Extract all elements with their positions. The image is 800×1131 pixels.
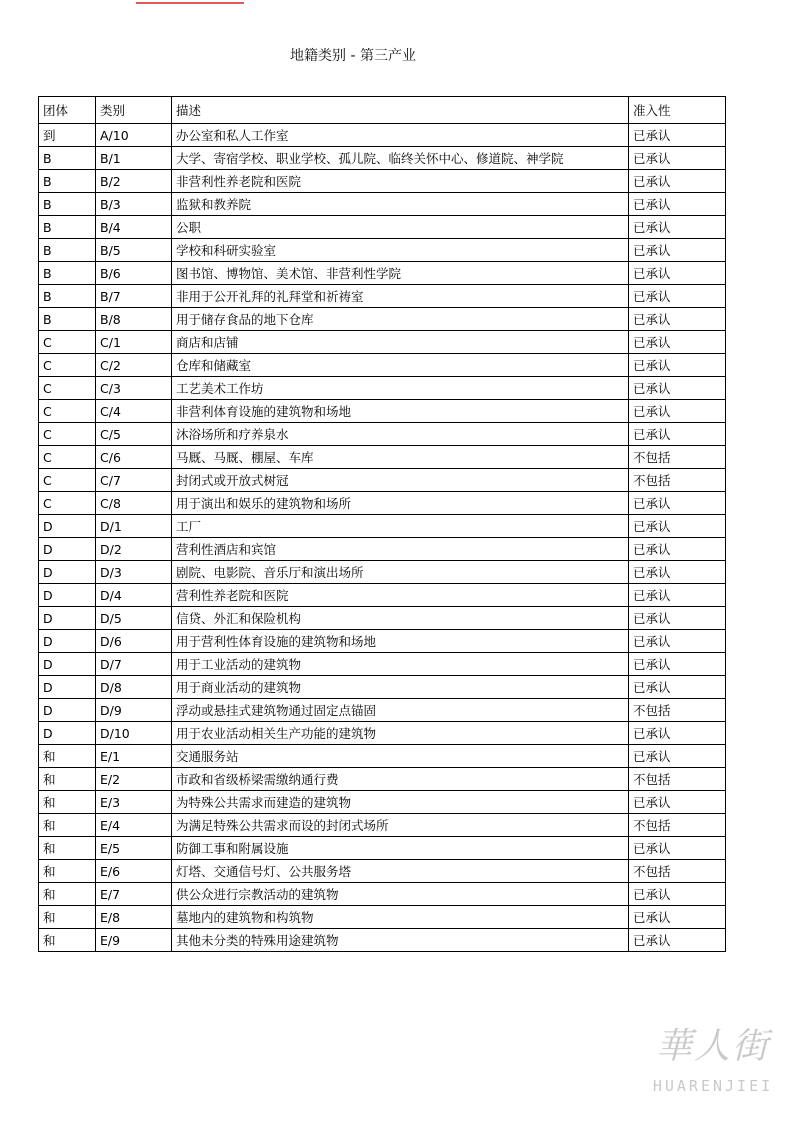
cell-admissibility: 已承认 (629, 837, 726, 860)
header-group: 团体 (39, 97, 96, 124)
cell-description: 仓库和储藏室 (172, 354, 629, 377)
cell-admissibility: 已承认 (629, 515, 726, 538)
cell-category: C/8 (96, 492, 172, 515)
cell-category: B/6 (96, 262, 172, 285)
table-row (39, 906, 726, 929)
table-row (39, 354, 726, 377)
cell-category: E/9 (96, 929, 172, 952)
cell-group: B (39, 193, 96, 216)
cell-category: D/1 (96, 515, 172, 538)
cell-admissibility: 已承认 (629, 561, 726, 584)
watermark-latin: HUARENJIEI (652, 1077, 774, 1095)
cell-category: C/6 (96, 446, 172, 469)
header-admissibility: 准入性 (629, 97, 726, 124)
cell-category: B/3 (96, 193, 172, 216)
table-row (39, 630, 726, 653)
cell-admissibility: 已承认 (629, 492, 726, 515)
cell-description: 营利性酒店和宾馆 (172, 538, 629, 561)
cell-group: C (39, 446, 96, 469)
document-title: 地籍类别 - 第三产业 (290, 48, 416, 64)
cell-category: B/8 (96, 308, 172, 331)
cell-description: 为特殊公共需求而建造的建筑物 (172, 791, 629, 814)
cell-admissibility: 已承认 (629, 607, 726, 630)
table-row (39, 262, 726, 285)
cell-category: E/2 (96, 768, 172, 791)
table-row (39, 400, 726, 423)
cell-admissibility: 已承认 (629, 676, 726, 699)
cell-description: 用于农业活动相关生产功能的建筑物 (172, 722, 629, 745)
cell-admissibility: 已承认 (629, 630, 726, 653)
cell-description: 马厩、马厩、棚屋、车库 (172, 446, 629, 469)
cell-description: 浮动或悬挂式建筑物通过固定点锚固 (172, 699, 629, 722)
cell-category: D/7 (96, 653, 172, 676)
table-row (39, 193, 726, 216)
table-row (39, 492, 726, 515)
table-row (39, 170, 726, 193)
cell-admissibility: 已承认 (629, 262, 726, 285)
cell-description: 监狱和教养院 (172, 193, 629, 216)
table-row (39, 285, 726, 308)
cell-group: 和 (39, 860, 96, 883)
table-row (39, 469, 726, 492)
cell-group: 和 (39, 837, 96, 860)
cell-description: 办公室和私人工作室 (172, 124, 629, 147)
table-row (39, 837, 726, 860)
cell-group: C (39, 492, 96, 515)
cell-admissibility: 已承认 (629, 906, 726, 929)
cell-description: 公职 (172, 216, 629, 239)
cell-category: E/5 (96, 837, 172, 860)
cell-description: 市政和省级桥梁需缴纳通行费 (172, 768, 629, 791)
cell-category: D/8 (96, 676, 172, 699)
cell-admissibility: 不包括 (629, 699, 726, 722)
cell-category: E/4 (96, 814, 172, 837)
cell-group: C (39, 354, 96, 377)
table-row (39, 561, 726, 584)
cell-admissibility: 已承认 (629, 331, 726, 354)
cell-category: D/6 (96, 630, 172, 653)
cell-admissibility: 已承认 (629, 653, 726, 676)
cell-group: D (39, 653, 96, 676)
cell-description: 工艺美术工作坊 (172, 377, 629, 400)
cell-description: 营利性养老院和医院 (172, 584, 629, 607)
cell-description: 大学、寄宿学校、职业学校、孤儿院、临终关怀中心、修道院、神学院 (172, 147, 629, 170)
cell-admissibility: 已承认 (629, 423, 726, 446)
cell-group: D (39, 607, 96, 630)
cell-category: B/2 (96, 170, 172, 193)
cell-description: 用于演出和娱乐的建筑物和场所 (172, 492, 629, 515)
header-description: 描述 (172, 97, 629, 124)
table-row (39, 883, 726, 906)
top-accent-bar (136, 2, 244, 4)
table-row (39, 699, 726, 722)
cell-group: B (39, 262, 96, 285)
cell-admissibility: 已承认 (629, 193, 726, 216)
cell-description: 图书馆、博物馆、美术馆、非营利性学院 (172, 262, 629, 285)
cell-category: E/3 (96, 791, 172, 814)
table-row (39, 331, 726, 354)
cell-group: C (39, 423, 96, 446)
cell-group: D (39, 515, 96, 538)
cell-group: 和 (39, 791, 96, 814)
cell-group: C (39, 377, 96, 400)
table-row (39, 745, 726, 768)
table-row (39, 722, 726, 745)
table-row (39, 584, 726, 607)
cell-group: B (39, 239, 96, 262)
cell-category: B/4 (96, 216, 172, 239)
table-row (39, 239, 726, 262)
table-header-row (39, 97, 726, 124)
cell-description: 信贷、外汇和保险机构 (172, 607, 629, 630)
cell-category: E/8 (96, 906, 172, 929)
cell-category: C/1 (96, 331, 172, 354)
cell-description: 非营利体育设施的建筑物和场地 (172, 400, 629, 423)
cell-admissibility: 不包括 (629, 860, 726, 883)
cell-category: D/4 (96, 584, 172, 607)
cell-category: D/9 (96, 699, 172, 722)
cell-description: 非营利性养老院和医院 (172, 170, 629, 193)
cell-description: 灯塔、交通信号灯、公共服务塔 (172, 860, 629, 883)
cell-group: 和 (39, 768, 96, 791)
cell-description: 非用于公开礼拜的礼拜堂和祈祷室 (172, 285, 629, 308)
cell-admissibility: 已承认 (629, 745, 726, 768)
table-row (39, 538, 726, 561)
cell-description: 沐浴场所和疗养泉水 (172, 423, 629, 446)
cell-category: D/3 (96, 561, 172, 584)
cell-description: 用于营利性体育设施的建筑物和场地 (172, 630, 629, 653)
cell-category: A/10 (96, 124, 172, 147)
table-row (39, 791, 726, 814)
table-row (39, 607, 726, 630)
cell-category: E/6 (96, 860, 172, 883)
cell-category: C/7 (96, 469, 172, 492)
cell-description: 墓地内的建筑物和构筑物 (172, 906, 629, 929)
cell-admissibility: 不包括 (629, 814, 726, 837)
cell-group: C (39, 469, 96, 492)
cell-admissibility: 已承认 (629, 239, 726, 262)
cell-admissibility: 已承认 (629, 147, 726, 170)
cell-admissibility: 已承认 (629, 400, 726, 423)
cell-category: B/1 (96, 147, 172, 170)
cell-group: B (39, 285, 96, 308)
cell-admissibility: 已承认 (629, 377, 726, 400)
cell-category: D/5 (96, 607, 172, 630)
cell-admissibility: 已承认 (629, 929, 726, 952)
table-row (39, 676, 726, 699)
cell-group: D (39, 699, 96, 722)
cell-description: 其他未分类的特殊用途建筑物 (172, 929, 629, 952)
cell-admissibility: 已承认 (629, 124, 726, 147)
cell-admissibility: 不包括 (629, 446, 726, 469)
watermark-glyphs: 華人街 (655, 1026, 770, 1067)
cell-group: D (39, 722, 96, 745)
cell-admissibility: 已承认 (629, 584, 726, 607)
cell-description: 商店和店铺 (172, 331, 629, 354)
cell-description: 用于商业活动的建筑物 (172, 676, 629, 699)
cell-group: C (39, 331, 96, 354)
header-category: 类别 (96, 97, 172, 124)
cell-group: 和 (39, 814, 96, 837)
cell-admissibility: 已承认 (629, 791, 726, 814)
cell-group: B (39, 216, 96, 239)
cell-description: 学校和科研实验室 (172, 239, 629, 262)
cell-admissibility: 已承认 (629, 170, 726, 193)
cell-group: D (39, 630, 96, 653)
table-row (39, 814, 726, 837)
cell-description: 封闭式或开放式树冠 (172, 469, 629, 492)
cell-admissibility: 不包括 (629, 469, 726, 492)
cell-description: 用于工业活动的建筑物 (172, 653, 629, 676)
cell-group: D (39, 676, 96, 699)
cell-admissibility: 已承认 (629, 883, 726, 906)
cell-group: B (39, 170, 96, 193)
cell-admissibility: 已承认 (629, 308, 726, 331)
cell-admissibility: 已承认 (629, 354, 726, 377)
table-row (39, 860, 726, 883)
table-body (39, 124, 726, 952)
cell-category: B/5 (96, 239, 172, 262)
cell-description: 剧院、电影院、音乐厅和演出场所 (172, 561, 629, 584)
table-row (39, 653, 726, 676)
cell-admissibility: 已承认 (629, 285, 726, 308)
cell-description: 供公众进行宗教活动的建筑物 (172, 883, 629, 906)
cell-group: D (39, 561, 96, 584)
cell-category: D/10 (96, 722, 172, 745)
cell-group: B (39, 308, 96, 331)
table-row (39, 308, 726, 331)
cell-admissibility: 不包括 (629, 768, 726, 791)
cell-group: 和 (39, 929, 96, 952)
table-row (39, 377, 726, 400)
cell-category: D/2 (96, 538, 172, 561)
cell-admissibility: 已承认 (629, 538, 726, 561)
category-table (38, 96, 726, 952)
cell-group: 和 (39, 745, 96, 768)
table-row (39, 446, 726, 469)
cell-category: C/4 (96, 400, 172, 423)
cell-category: C/2 (96, 354, 172, 377)
table-row (39, 216, 726, 239)
cell-description: 防御工事和附属设施 (172, 837, 629, 860)
cell-category: C/3 (96, 377, 172, 400)
cell-category: E/1 (96, 745, 172, 768)
cell-group: B (39, 147, 96, 170)
cell-category: E/7 (96, 883, 172, 906)
cell-group: D (39, 538, 96, 561)
table-row (39, 124, 726, 147)
cell-admissibility: 已承认 (629, 216, 726, 239)
cell-description: 工厂 (172, 515, 629, 538)
table-row (39, 768, 726, 791)
cell-category: B/7 (96, 285, 172, 308)
table-row (39, 929, 726, 952)
cell-group: 到 (39, 124, 96, 147)
table-row (39, 515, 726, 538)
cell-group: 和 (39, 906, 96, 929)
cell-description: 交通服务站 (172, 745, 629, 768)
cell-group: C (39, 400, 96, 423)
cell-group: 和 (39, 883, 96, 906)
table-row (39, 147, 726, 170)
cell-category: C/5 (96, 423, 172, 446)
watermark-logo (648, 1017, 778, 1117)
cell-description: 用于储存食品的地下仓库 (172, 308, 629, 331)
table-row (39, 423, 726, 446)
cell-admissibility: 已承认 (629, 722, 726, 745)
cell-description: 为满足特殊公共需求而设的封闭式场所 (172, 814, 629, 837)
cell-group: D (39, 584, 96, 607)
